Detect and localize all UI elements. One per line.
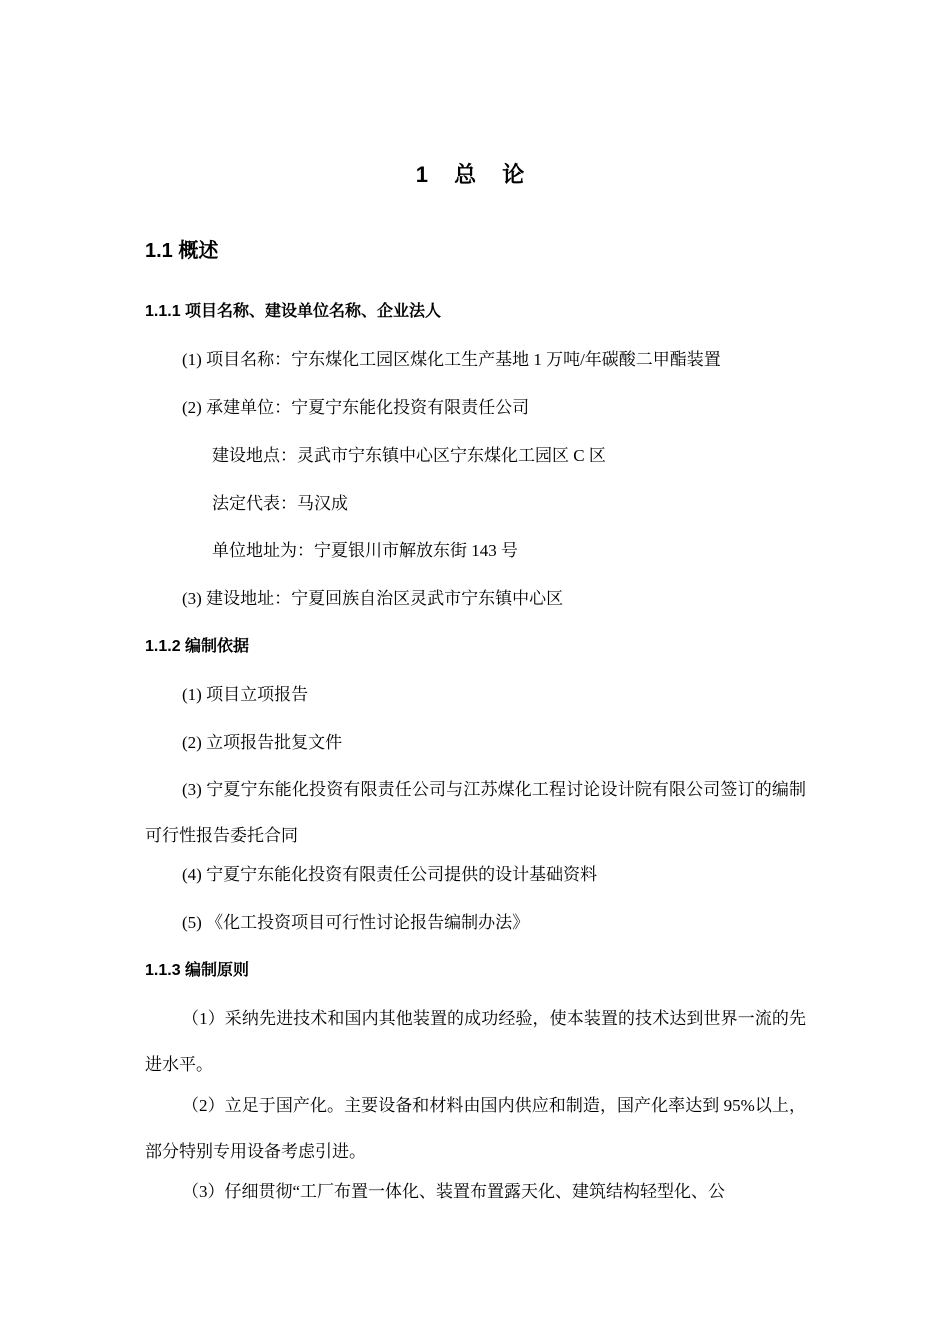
basis-item-2: (2) 立项报告批复文件 <box>182 733 343 752</box>
section-heading-1-1-1: 1.1.1 项目名称、建设单位名称、企业法人 <box>145 303 442 320</box>
company-address-line: 单位地址为：宁夏银川市解放东街 143 号 <box>212 541 518 560</box>
principle-item-1: （1）采纳先进技术和国内其他装置的成功经验，使本装置的技术达到世界一流的先进水平。 <box>145 1009 806 1074</box>
construction-site-line: 建设地点：灵武市宁东镇中心区宁东煤化工园区 C 区 <box>212 446 606 465</box>
legal-representative-line: 法定代表：马汉成 <box>212 494 348 513</box>
project-name-line: (1) 项目名称：宁东煤化工园区煤化工生产基地 1 万吨/年碳酸二甲酯装置 <box>182 350 721 369</box>
basis-item-1: (1) 项目立项报告 <box>182 685 309 704</box>
chapter-title: 1 总 论 <box>415 162 535 187</box>
construction-address-line: (3) 建设地址：宁夏回族自治区灵武市宁东镇中心区 <box>182 589 564 608</box>
principle-item-3: （3）仔细贯彻“工厂布置一体化、装置布置露天化、建筑结构轻型化、公 <box>182 1182 726 1201</box>
contractor-line: (2) 承建单位：宁夏宁东能化投资有限责任公司 <box>182 398 530 417</box>
basis-item-4: (4) 宁夏宁东能化投资有限责任公司提供的设计基础资料 <box>182 865 598 884</box>
basis-item-5: (5) 《化工投资项目可行性讨论报告编制办法》 <box>182 913 530 932</box>
section-heading-1-1-3: 1.1.3 编制原则 <box>145 962 250 979</box>
section-heading-1-1-2: 1.1.2 编制依据 <box>145 638 250 655</box>
basis-item-3: (3) 宁夏宁东能化投资有限责任公司与江苏煤化工程讨论设计院有限公司签订的编制可行性报告委托合同 <box>145 780 806 845</box>
section-heading-1-1: 1.1 概述 <box>145 240 219 262</box>
principle-item-2: （2）立足于国产化。主要设备和材料由国内供应和制造，国产化率达到 95%以上，部分特别专用设备考虑引进。 <box>145 1096 806 1161</box>
